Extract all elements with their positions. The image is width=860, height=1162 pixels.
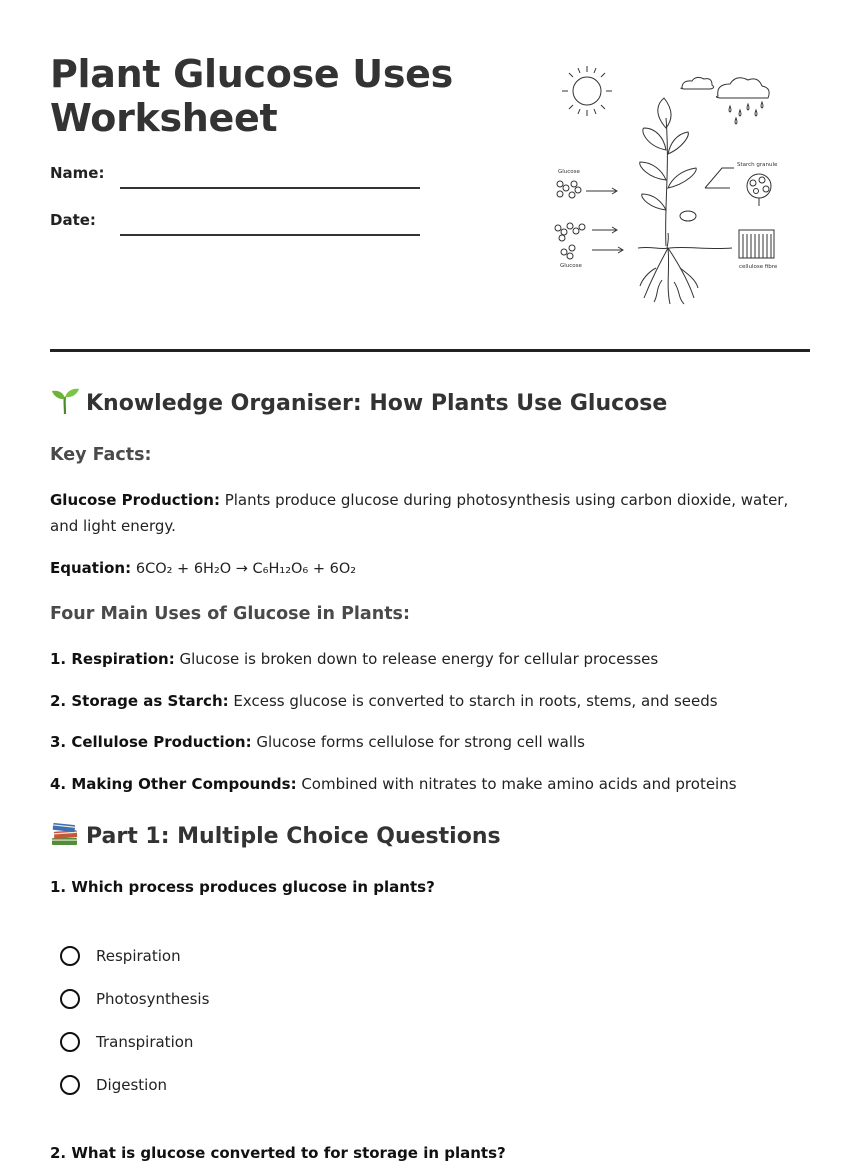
q1-option-transpiration[interactable]: [60, 1029, 193, 1055]
use-item: [50, 688, 810, 714]
use-label: 4. Making Other Compounds:: [50, 775, 297, 793]
use-text: Combined with nitrates to make amino acids and proteins: [296, 775, 737, 793]
illus-label-starch: Starch granule: [737, 162, 778, 168]
header-divider: [50, 349, 810, 352]
option-label: Respiration: [96, 947, 181, 965]
equation-fact: [50, 555, 810, 582]
option-label: Digestion: [96, 1076, 168, 1094]
knowledge-heading: [50, 388, 667, 416]
knowledge-heading-text: Knowledge Organiser: How Plants Use Glucose: [86, 391, 668, 416]
starch-granule-icon: [747, 174, 771, 206]
use-item: [50, 729, 810, 755]
name-label: Name:: [50, 164, 105, 182]
illus-label-glucose-top: Glucose: [558, 169, 580, 175]
name-field[interactable]: [120, 187, 420, 189]
part1-heading: [50, 821, 501, 849]
cloud-icon: [681, 77, 714, 89]
uses-heading: Four Main Uses of Glucose in Plants:: [50, 604, 410, 624]
option-label: Transpiration: [96, 1033, 194, 1051]
use-item: [50, 646, 810, 672]
use-item: [50, 771, 810, 797]
books-icon: [50, 821, 80, 847]
equation-label: Equation:: [50, 559, 132, 577]
equation-text: 6CO₂ + 6H₂O → C₆H₁₂O₆ + 6O₂: [135, 561, 357, 577]
rain-cloud-icon: [716, 78, 769, 124]
question-1: 1. Which process produces glucose in plants?: [50, 878, 435, 896]
seedling-icon: [50, 388, 80, 414]
use-label: 2. Storage as Starch:: [50, 692, 229, 710]
question-2: 2. What is glucose converted to for storage in plants?: [50, 1144, 506, 1162]
radio-button[interactable]: [60, 1075, 80, 1095]
worksheet-title: Plant Glucose Uses Worksheet: [50, 52, 453, 140]
plant-illustration: [548, 58, 788, 308]
radio-button[interactable]: [60, 946, 80, 966]
date-label: Date:: [50, 211, 96, 229]
radio-button[interactable]: [60, 989, 80, 1009]
use-label: 1. Respiration:: [50, 650, 175, 668]
production-label: Glucose Production:: [50, 491, 220, 509]
q1-option-digestion[interactable]: [60, 1072, 167, 1098]
leaf-icon: [658, 98, 671, 128]
option-label: Photosynthesis: [96, 990, 210, 1008]
part1-heading-text: Part 1: Multiple Choice Questions: [86, 824, 501, 849]
illus-label-glucose-bottom: Glucose: [560, 263, 582, 269]
use-text: Excess glucose is converted to starch in roots, stems, and seeds: [228, 692, 718, 710]
glucose-molecule-icon: [555, 181, 585, 259]
illus-label-cellulose: cellulose fibre: [739, 264, 778, 270]
date-field[interactable]: [120, 234, 420, 236]
glucose-production-fact: [50, 487, 810, 539]
arrow-icon: [586, 188, 623, 253]
q1-option-respiration[interactable]: [60, 943, 181, 969]
radio-button[interactable]: [60, 1032, 80, 1052]
use-text: Glucose is broken down to release energy for cellular processes: [174, 650, 659, 668]
production-text: Plants produce glucose during photosynthesis using carbon dioxide, water, and light energy.: [50, 491, 789, 535]
use-text: Glucose forms cellulose for strong cell walls: [251, 733, 585, 751]
key-facts-heading: Key Facts:: [50, 445, 152, 465]
q1-option-photosynthesis[interactable]: [60, 986, 209, 1012]
sun-icon: [562, 66, 612, 116]
cellulose-fibre-icon: [739, 230, 774, 258]
use-label: 3. Cellulose Production:: [50, 733, 252, 751]
